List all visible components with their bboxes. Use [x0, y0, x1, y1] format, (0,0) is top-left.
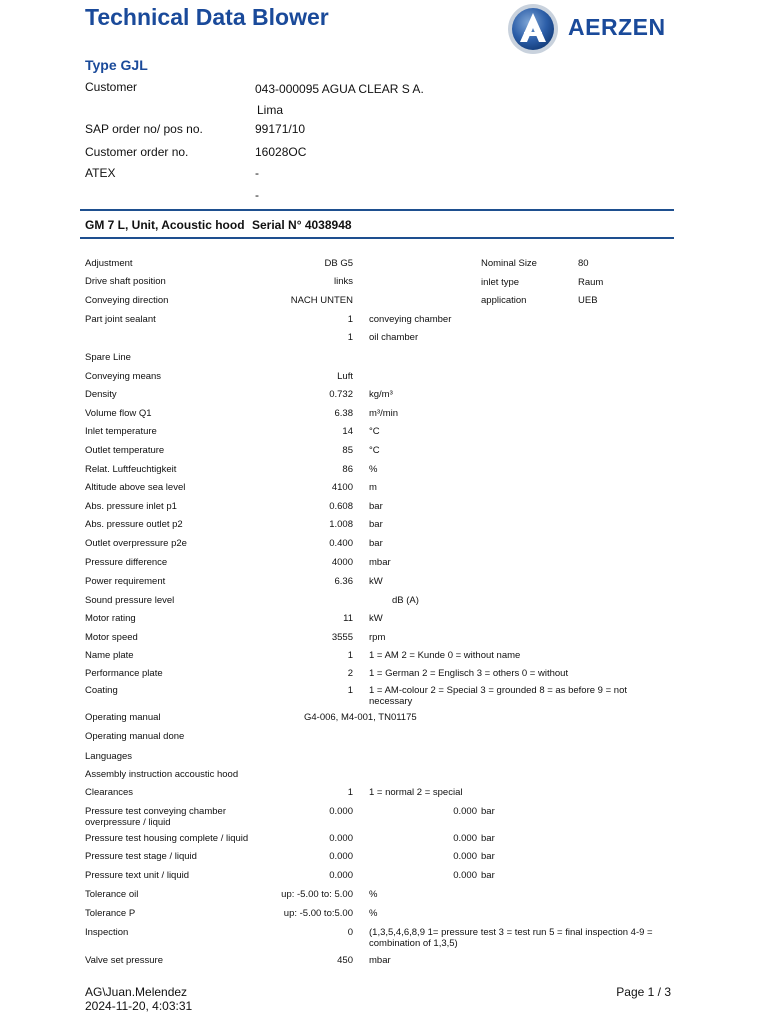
row-label: Part joint sealant: [85, 314, 156, 325]
row-unit: 1 = AM-colour 2 = Special 3 = grounded 8 = as before 9 = not necessary: [369, 685, 627, 707]
row-value: 1: [347, 314, 353, 325]
row-unit: 1 = normal 2 = special: [369, 787, 463, 798]
row-unit: %: [369, 889, 378, 900]
row-label: Assembly instruction accoustic hood: [85, 769, 239, 780]
row-unit: dB (A): [392, 595, 419, 606]
row-label: Name plate: [85, 650, 134, 661]
row-value: 0.000: [329, 833, 353, 844]
customer-info-value: Lima: [257, 103, 284, 117]
row-value-2: 0.000: [453, 870, 477, 881]
row-unit: m: [369, 482, 377, 493]
right-info-label: inlet type: [481, 276, 520, 288]
logo-wordmark: AERZEN: [568, 14, 666, 40]
row-label: Tolerance P: [85, 908, 136, 919]
customer-info-value: 99171/10: [255, 122, 306, 136]
customer-info-value: 16028OC: [255, 145, 307, 159]
row-label: Pressure text unit / liquid: [85, 870, 190, 881]
page-title: Technical Data Blower: [85, 4, 329, 30]
customer-info-value: 043-000095 AGUA CLEAR S A.: [255, 82, 424, 96]
row-value: 4000: [331, 557, 353, 568]
row-unit: kW: [369, 613, 383, 624]
row-unit: bar: [481, 870, 495, 881]
row-value: DB G5: [324, 258, 353, 269]
row-value: 0: [347, 927, 353, 938]
customer-info-label: Customer order no.: [85, 145, 189, 159]
section-rule-bottom: [80, 237, 674, 239]
row-label: Sound pressure level: [85, 595, 175, 606]
right-info-value: UEB: [578, 295, 598, 306]
customer-info-value: -: [255, 188, 259, 202]
row-value: 0.400: [329, 538, 353, 549]
row-value: 6.38: [334, 408, 353, 419]
footer-timestamp: 2024-11-20, 4:03:31: [85, 999, 193, 1013]
row-unit: (1,3,5,4,6,8,9 1= pressure test 3 = test run 5 = final inspection 4-9 = combination of 1,3,5): [369, 927, 653, 949]
row-unit: bar: [369, 519, 383, 530]
row-label: Abs. pressure outlet p2: [85, 519, 183, 530]
row-unit: bar: [481, 833, 495, 844]
page-number: Page 1 / 3: [616, 985, 671, 999]
row-value: 86: [342, 464, 353, 475]
row-label: Outlet temperature: [85, 445, 165, 456]
row-unit: bar: [369, 538, 383, 549]
row-value: 2: [347, 668, 353, 679]
row-unit: kg/m³: [369, 389, 393, 400]
row-label: Pressure difference: [85, 557, 168, 568]
row-label: Clearances: [85, 787, 134, 798]
row-value: 0.732: [329, 389, 353, 400]
row-label: Power requirement: [85, 576, 166, 587]
row-unit: %: [369, 464, 378, 475]
row-label: Tolerance oil: [85, 889, 139, 900]
row-unit: oil chamber: [369, 332, 419, 343]
row-value: up: -5.00 to:5.00: [283, 908, 353, 919]
row-value-2: 0.000: [453, 833, 477, 844]
row-value: 3555: [331, 632, 353, 643]
row-value: 1: [347, 650, 353, 661]
right-info-value: Raum: [578, 276, 604, 288]
unit-title: GM 7 L, Unit, Acoustic hood: [85, 218, 245, 232]
row-value: links: [333, 276, 353, 287]
customer-info-label: Customer: [85, 80, 138, 94]
row-unit: bar: [369, 501, 383, 512]
row-label: Pressure test stage / liquid: [85, 851, 197, 862]
customer-info-label: SAP order no/ pos no.: [85, 122, 203, 136]
row-label: Density: [85, 389, 117, 400]
row-label: Outlet overpressure p2e: [85, 538, 187, 549]
row-label: Coating: [85, 685, 118, 696]
row-label: Pressure test conveying chamber overpressure / liquid: [85, 806, 226, 828]
row-value: NACH UNTEN: [290, 295, 353, 306]
row-unit: mbar: [369, 557, 391, 568]
row-value: G4-006, M4-001, TN01175: [304, 712, 417, 723]
row-label: Motor rating: [85, 613, 136, 624]
row-value: 4100: [331, 482, 353, 493]
row-value: 0.000: [329, 870, 353, 881]
unit-serial: Serial N° 4038948: [252, 218, 352, 232]
customer-info-value: -: [255, 166, 259, 180]
row-unit: kW: [369, 576, 383, 587]
row-unit: m³/min: [369, 408, 399, 419]
row-unit: rpm: [369, 632, 386, 643]
row-value: 0.608: [329, 501, 353, 512]
row-label: Relat. Luftfeuchtigkeit: [85, 464, 177, 475]
row-value: Luft: [337, 371, 353, 382]
row-value: 450: [337, 955, 353, 966]
row-value: up: -5.00 to: 5.00: [281, 889, 353, 900]
row-label: Pressure test housing complete / liquid: [85, 833, 249, 844]
row-unit: °C: [369, 445, 380, 456]
row-label: Adjustment: [85, 258, 133, 269]
row-value: 1: [347, 787, 353, 798]
right-info-value: 80: [578, 258, 589, 269]
row-label: Performance plate: [85, 668, 163, 679]
row-unit: bar: [481, 851, 495, 862]
row-value: 6.36: [334, 576, 353, 587]
aerzen-logo: [506, 2, 676, 54]
row-label: Inlet temperature: [85, 426, 157, 437]
right-info-label: application: [481, 295, 527, 306]
row-label: Drive shaft position: [85, 276, 166, 287]
row-value: 0.000: [329, 851, 353, 862]
row-value: 1: [347, 332, 353, 343]
row-label: Altitude above sea level: [85, 482, 186, 493]
row-unit: °C: [369, 426, 380, 437]
row-unit: 1 = AM 2 = Kunde 0 = without name: [369, 650, 521, 661]
row-label: Inspection: [85, 927, 129, 938]
right-info-label: Nominal Size: [481, 258, 537, 269]
row-value: 11: [343, 613, 353, 624]
row-unit: %: [369, 908, 378, 919]
row-label: Abs. pressure inlet p1: [85, 501, 177, 512]
row-label: Spare Line: [85, 352, 131, 363]
row-value-2: 0.000: [453, 851, 477, 862]
row-label: Volume flow Q1: [85, 408, 152, 419]
row-unit: bar: [481, 806, 495, 817]
row-label: Languages: [85, 751, 133, 762]
type-label: Type GJL: [85, 57, 148, 73]
section-rule-top: [80, 209, 674, 211]
row-value: 14: [342, 426, 353, 437]
row-value: 0.000: [329, 806, 353, 817]
footer-user: AG\Juan.Melendez: [85, 985, 188, 999]
row-unit: conveying chamber: [369, 314, 452, 325]
row-label: Conveying direction: [85, 295, 169, 306]
aerzen-logo-icon: [506, 2, 560, 56]
row-value-2: 0.000: [453, 806, 477, 817]
customer-info-label: ATEX: [85, 166, 116, 180]
row-value: 1: [347, 685, 353, 696]
row-unit: 1 = German 2 = Englisch 3 = others 0 = without: [369, 668, 569, 679]
row-value: 85: [342, 445, 353, 456]
row-label: Valve set pressure: [85, 955, 163, 966]
row-label: Motor speed: [85, 632, 138, 643]
row-label: Operating manual done: [85, 731, 185, 742]
row-unit: mbar: [369, 955, 391, 966]
row-label: Conveying means: [85, 371, 162, 382]
row-label: Operating manual: [85, 712, 161, 723]
row-value: 1.008: [329, 519, 353, 530]
